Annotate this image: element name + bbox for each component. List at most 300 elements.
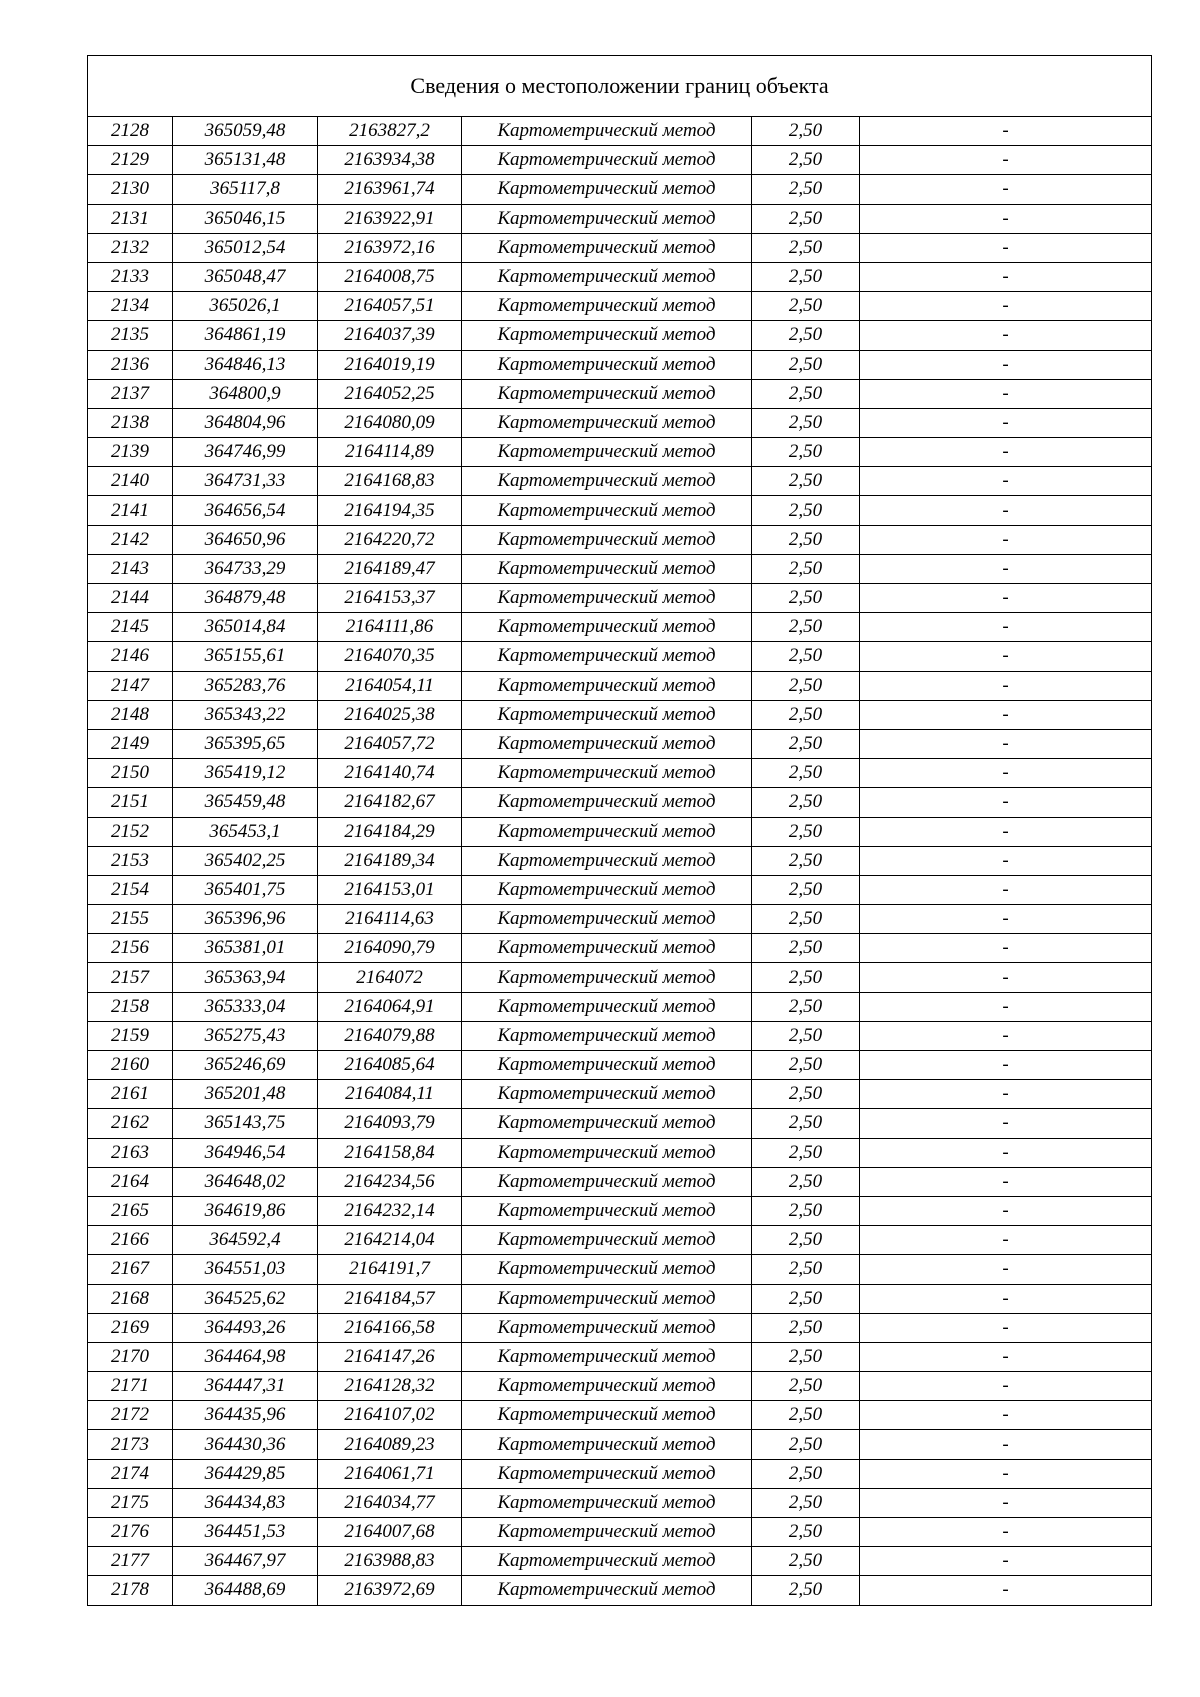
accuracy-cell: 2,50 [752,584,860,613]
method-cell: Картометрический метод [462,1401,752,1430]
x-coordinate-cell: 365283,76 [173,671,318,700]
description-cell: - [860,175,1152,204]
table-row [88,1196,1152,1225]
table-row [88,496,1152,525]
table-row [88,671,1152,700]
y-coordinate-cell: 2164057,51 [318,292,462,321]
accuracy-cell: 2,50 [752,438,860,467]
y-coordinate-cell: 2164153,37 [318,584,462,613]
table-row [88,1342,1152,1371]
method-cell: Картометрический метод [462,613,752,642]
point-number-cell: 2145 [88,613,173,642]
method-cell: Картометрический метод [462,671,752,700]
method-cell: Картометрический метод [462,1196,752,1225]
table-body [88,56,1152,1606]
x-coordinate-cell: 364879,48 [173,584,318,613]
y-coordinate-cell: 2164114,89 [318,438,462,467]
point-number-cell: 2147 [88,671,173,700]
point-number-cell: 2144 [88,584,173,613]
description-cell: - [860,554,1152,583]
method-cell: Картометрический метод [462,554,752,583]
y-coordinate-cell: 2163972,16 [318,233,462,262]
accuracy-cell: 2,50 [752,1518,860,1547]
table-row [88,846,1152,875]
table-row [88,1021,1152,1050]
table-row [88,817,1152,846]
table-row [88,1284,1152,1313]
method-cell: Картометрический метод [462,700,752,729]
description-cell: - [860,1167,1152,1196]
x-coordinate-cell: 365395,65 [173,729,318,758]
y-coordinate-cell: 2164182,67 [318,788,462,817]
method-cell: Картометрический метод [462,321,752,350]
x-coordinate-cell: 365343,22 [173,700,318,729]
y-coordinate-cell: 2164111,86 [318,613,462,642]
table-row [88,408,1152,437]
y-coordinate-cell: 2164093,79 [318,1109,462,1138]
y-coordinate-cell: 2164153,01 [318,875,462,904]
point-number-cell: 2129 [88,146,173,175]
y-coordinate-cell: 2164168,83 [318,467,462,496]
x-coordinate-cell: 364592,4 [173,1226,318,1255]
table-row [88,525,1152,554]
y-coordinate-cell: 2164166,58 [318,1313,462,1342]
y-coordinate-cell: 2164052,25 [318,379,462,408]
accuracy-cell: 2,50 [752,934,860,963]
table-row [88,467,1152,496]
accuracy-cell: 2,50 [752,1547,860,1576]
method-cell: Картометрический метод [462,963,752,992]
accuracy-cell: 2,50 [752,1138,860,1167]
table-title-row [88,56,1152,117]
table-row [88,875,1152,904]
x-coordinate-cell: 365333,04 [173,992,318,1021]
description-cell: - [860,1518,1152,1547]
table-row [88,1430,1152,1459]
x-coordinate-cell: 364467,97 [173,1547,318,1576]
accuracy-cell: 2,50 [752,963,860,992]
accuracy-cell: 2,50 [752,233,860,262]
y-coordinate-cell: 2164140,74 [318,759,462,788]
accuracy-cell: 2,50 [752,1576,860,1605]
y-coordinate-cell: 2164191,7 [318,1255,462,1284]
accuracy-cell: 2,50 [752,117,860,146]
x-coordinate-cell: 365275,43 [173,1021,318,1050]
table-row [88,350,1152,379]
x-coordinate-cell: 365419,12 [173,759,318,788]
point-number-cell: 2158 [88,992,173,1021]
x-coordinate-cell: 365363,94 [173,963,318,992]
description-cell: - [860,146,1152,175]
table-row [88,1547,1152,1576]
point-number-cell: 2148 [88,700,173,729]
table-row [88,1167,1152,1196]
point-number-cell: 2154 [88,875,173,904]
y-coordinate-cell: 2164214,04 [318,1226,462,1255]
accuracy-cell: 2,50 [752,1226,860,1255]
table-row [88,204,1152,233]
y-coordinate-cell: 2164184,57 [318,1284,462,1313]
table-title: Сведения о местоположении границ объекта [88,56,1152,117]
y-coordinate-cell: 2164080,09 [318,408,462,437]
y-coordinate-cell: 2164232,14 [318,1196,462,1225]
accuracy-cell: 2,50 [752,1196,860,1225]
x-coordinate-cell: 364525,62 [173,1284,318,1313]
description-cell: - [860,379,1152,408]
method-cell: Картометрический метод [462,1226,752,1255]
y-coordinate-cell: 2163972,69 [318,1576,462,1605]
point-number-cell: 2176 [88,1518,173,1547]
x-coordinate-cell: 365046,15 [173,204,318,233]
table-row [88,1226,1152,1255]
accuracy-cell: 2,50 [752,554,860,583]
x-coordinate-cell: 365117,8 [173,175,318,204]
x-coordinate-cell: 364430,36 [173,1430,318,1459]
point-number-cell: 2159 [88,1021,173,1050]
description-cell: - [860,1255,1152,1284]
description-cell: - [860,846,1152,875]
y-coordinate-cell: 2164037,39 [318,321,462,350]
description-cell: - [860,934,1152,963]
method-cell: Картометрический метод [462,146,752,175]
description-cell: - [860,1459,1152,1488]
y-coordinate-cell: 2164025,38 [318,700,462,729]
accuracy-cell: 2,50 [752,1109,860,1138]
description-cell: - [860,1576,1152,1605]
x-coordinate-cell: 365048,47 [173,262,318,291]
method-cell: Картометрический метод [462,992,752,1021]
x-coordinate-cell: 365246,69 [173,1051,318,1080]
point-number-cell: 2161 [88,1080,173,1109]
point-number-cell: 2173 [88,1430,173,1459]
accuracy-cell: 2,50 [752,613,860,642]
x-coordinate-cell: 365453,1 [173,817,318,846]
y-coordinate-cell: 2164072 [318,963,462,992]
table-row [88,1051,1152,1080]
table-row [88,292,1152,321]
description-cell: - [860,1401,1152,1430]
description-cell: - [860,1109,1152,1138]
method-cell: Картометрический метод [462,233,752,262]
point-number-cell: 2155 [88,905,173,934]
x-coordinate-cell: 364731,33 [173,467,318,496]
y-coordinate-cell: 2164128,32 [318,1372,462,1401]
table-row [88,175,1152,204]
table-row [88,1138,1152,1167]
point-number-cell: 2172 [88,1401,173,1430]
accuracy-cell: 2,50 [752,1430,860,1459]
method-cell: Картометрический метод [462,1459,752,1488]
point-number-cell: 2178 [88,1576,173,1605]
accuracy-cell: 2,50 [752,1080,860,1109]
method-cell: Картометрический метод [462,1138,752,1167]
point-number-cell: 2164 [88,1167,173,1196]
point-number-cell: 2168 [88,1284,173,1313]
description-cell: - [860,1430,1152,1459]
point-number-cell: 2139 [88,438,173,467]
x-coordinate-cell: 364800,9 [173,379,318,408]
point-number-cell: 2167 [88,1255,173,1284]
y-coordinate-cell: 2164090,79 [318,934,462,963]
point-number-cell: 2140 [88,467,173,496]
accuracy-cell: 2,50 [752,1342,860,1371]
point-number-cell: 2142 [88,525,173,554]
x-coordinate-cell: 365131,48 [173,146,318,175]
table-row [88,1518,1152,1547]
description-cell: - [860,729,1152,758]
y-coordinate-cell: 2164085,64 [318,1051,462,1080]
accuracy-cell: 2,50 [752,759,860,788]
accuracy-cell: 2,50 [752,700,860,729]
x-coordinate-cell: 365402,25 [173,846,318,875]
table-row [88,642,1152,671]
point-number-cell: 2150 [88,759,173,788]
point-number-cell: 2149 [88,729,173,758]
point-number-cell: 2166 [88,1226,173,1255]
accuracy-cell: 2,50 [752,992,860,1021]
table-row [88,963,1152,992]
point-number-cell: 2160 [88,1051,173,1080]
accuracy-cell: 2,50 [752,321,860,350]
table-row [88,729,1152,758]
method-cell: Картометрический метод [462,117,752,146]
method-cell: Картометрический метод [462,729,752,758]
x-coordinate-cell: 364619,86 [173,1196,318,1225]
y-coordinate-cell: 2164057,72 [318,729,462,758]
description-cell: - [860,788,1152,817]
description-cell: - [860,438,1152,467]
table-row [88,759,1152,788]
method-cell: Картометрический метод [462,292,752,321]
accuracy-cell: 2,50 [752,1284,860,1313]
method-cell: Картометрический метод [462,846,752,875]
method-cell: Картометрический метод [462,905,752,934]
table-row [88,146,1152,175]
description-cell: - [860,700,1152,729]
accuracy-cell: 2,50 [752,642,860,671]
x-coordinate-cell: 364804,96 [173,408,318,437]
x-coordinate-cell: 364493,26 [173,1313,318,1342]
x-coordinate-cell: 364746,99 [173,438,318,467]
x-coordinate-cell: 364648,02 [173,1167,318,1196]
description-cell: - [860,963,1152,992]
accuracy-cell: 2,50 [752,204,860,233]
x-coordinate-cell: 364861,19 [173,321,318,350]
method-cell: Картометрический метод [462,1372,752,1401]
description-cell: - [860,350,1152,379]
x-coordinate-cell: 364650,96 [173,525,318,554]
document-sheet [87,55,1151,1606]
x-coordinate-cell: 365012,54 [173,233,318,262]
method-cell: Картометрический метод [462,1167,752,1196]
description-cell: - [860,905,1152,934]
description-cell: - [860,408,1152,437]
method-cell: Картометрический метод [462,1109,752,1138]
method-cell: Картометрический метод [462,934,752,963]
description-cell: - [860,1488,1152,1517]
y-coordinate-cell: 2164194,35 [318,496,462,525]
point-number-cell: 2134 [88,292,173,321]
x-coordinate-cell: 365201,48 [173,1080,318,1109]
point-number-cell: 2152 [88,817,173,846]
accuracy-cell: 2,50 [752,467,860,496]
point-number-cell: 2141 [88,496,173,525]
table-row [88,1080,1152,1109]
table-row [88,1109,1152,1138]
y-coordinate-cell: 2164107,02 [318,1401,462,1430]
description-cell: - [860,1547,1152,1576]
x-coordinate-cell: 364488,69 [173,1576,318,1605]
method-cell: Картометрический метод [462,584,752,613]
method-cell: Картометрический метод [462,642,752,671]
accuracy-cell: 2,50 [752,1051,860,1080]
method-cell: Картометрический метод [462,1547,752,1576]
method-cell: Картометрический метод [462,350,752,379]
y-coordinate-cell: 2164189,34 [318,846,462,875]
method-cell: Картометрический метод [462,525,752,554]
accuracy-cell: 2,50 [752,262,860,291]
table-row [88,117,1152,146]
accuracy-cell: 2,50 [752,671,860,700]
table-row [88,438,1152,467]
accuracy-cell: 2,50 [752,1488,860,1517]
table-row [88,379,1152,408]
point-number-cell: 2135 [88,321,173,350]
boundary-coordinates-table [87,55,1152,1606]
method-cell: Картометрический метод [462,467,752,496]
point-number-cell: 2170 [88,1342,173,1371]
accuracy-cell: 2,50 [752,1167,860,1196]
description-cell: - [860,496,1152,525]
x-coordinate-cell: 365059,48 [173,117,318,146]
x-coordinate-cell: 365026,1 [173,292,318,321]
point-number-cell: 2136 [88,350,173,379]
accuracy-cell: 2,50 [752,525,860,554]
method-cell: Картометрический метод [462,204,752,233]
table-row [88,1255,1152,1284]
point-number-cell: 2153 [88,846,173,875]
point-number-cell: 2151 [88,788,173,817]
y-coordinate-cell: 2164061,71 [318,1459,462,1488]
y-coordinate-cell: 2164234,56 [318,1167,462,1196]
y-coordinate-cell: 2164147,26 [318,1342,462,1371]
accuracy-cell: 2,50 [752,875,860,904]
point-number-cell: 2162 [88,1109,173,1138]
accuracy-cell: 2,50 [752,1459,860,1488]
description-cell: - [860,1342,1152,1371]
method-cell: Картометрический метод [462,438,752,467]
x-coordinate-cell: 364451,53 [173,1518,318,1547]
method-cell: Картометрический метод [462,1518,752,1547]
point-number-cell: 2130 [88,175,173,204]
table-row [88,934,1152,963]
accuracy-cell: 2,50 [752,905,860,934]
y-coordinate-cell: 2164034,77 [318,1488,462,1517]
y-coordinate-cell: 2164084,11 [318,1080,462,1109]
accuracy-cell: 2,50 [752,729,860,758]
description-cell: - [860,1196,1152,1225]
method-cell: Картометрический метод [462,1255,752,1284]
accuracy-cell: 2,50 [752,788,860,817]
table-row [88,1459,1152,1488]
x-coordinate-cell: 365155,61 [173,642,318,671]
accuracy-cell: 2,50 [752,496,860,525]
y-coordinate-cell: 2164184,29 [318,817,462,846]
x-coordinate-cell: 364434,83 [173,1488,318,1517]
method-cell: Картометрический метод [462,1430,752,1459]
y-coordinate-cell: 2164158,84 [318,1138,462,1167]
description-cell: - [860,233,1152,262]
x-coordinate-cell: 364464,98 [173,1342,318,1371]
description-cell: - [860,642,1152,671]
accuracy-cell: 2,50 [752,292,860,321]
description-cell: - [860,321,1152,350]
y-coordinate-cell: 2164064,91 [318,992,462,1021]
x-coordinate-cell: 365143,75 [173,1109,318,1138]
table-row [88,613,1152,642]
description-cell: - [860,1138,1152,1167]
table-row [88,584,1152,613]
accuracy-cell: 2,50 [752,408,860,437]
description-cell: - [860,1080,1152,1109]
method-cell: Картометрический метод [462,1051,752,1080]
y-coordinate-cell: 2163922,91 [318,204,462,233]
point-number-cell: 2174 [88,1459,173,1488]
method-cell: Картометрический метод [462,817,752,846]
description-cell: - [860,671,1152,700]
y-coordinate-cell: 2164054,11 [318,671,462,700]
x-coordinate-cell: 364435,96 [173,1401,318,1430]
point-number-cell: 2171 [88,1372,173,1401]
point-number-cell: 2157 [88,963,173,992]
table-row [88,1576,1152,1605]
x-coordinate-cell: 364946,54 [173,1138,318,1167]
method-cell: Картометрический метод [462,1488,752,1517]
accuracy-cell: 2,50 [752,846,860,875]
y-coordinate-cell: 2164089,23 [318,1430,462,1459]
x-coordinate-cell: 364656,54 [173,496,318,525]
point-number-cell: 2169 [88,1313,173,1342]
y-coordinate-cell: 2164007,68 [318,1518,462,1547]
table-row [88,788,1152,817]
y-coordinate-cell: 2164019,19 [318,350,462,379]
table-row [88,905,1152,934]
x-coordinate-cell: 364447,31 [173,1372,318,1401]
x-coordinate-cell: 365381,01 [173,934,318,963]
accuracy-cell: 2,50 [752,146,860,175]
y-coordinate-cell: 2163961,74 [318,175,462,204]
accuracy-cell: 2,50 [752,1313,860,1342]
y-coordinate-cell: 2163988,83 [318,1547,462,1576]
accuracy-cell: 2,50 [752,1372,860,1401]
description-cell: - [860,875,1152,904]
point-number-cell: 2163 [88,1138,173,1167]
description-cell: - [860,1313,1152,1342]
y-coordinate-cell: 2164220,72 [318,525,462,554]
accuracy-cell: 2,50 [752,379,860,408]
description-cell: - [860,759,1152,788]
x-coordinate-cell: 365401,75 [173,875,318,904]
point-number-cell: 2143 [88,554,173,583]
table-row [88,1372,1152,1401]
point-number-cell: 2131 [88,204,173,233]
description-cell: - [860,117,1152,146]
table-row [88,321,1152,350]
accuracy-cell: 2,50 [752,817,860,846]
method-cell: Картометрический метод [462,379,752,408]
method-cell: Картометрический метод [462,1576,752,1605]
accuracy-cell: 2,50 [752,1021,860,1050]
